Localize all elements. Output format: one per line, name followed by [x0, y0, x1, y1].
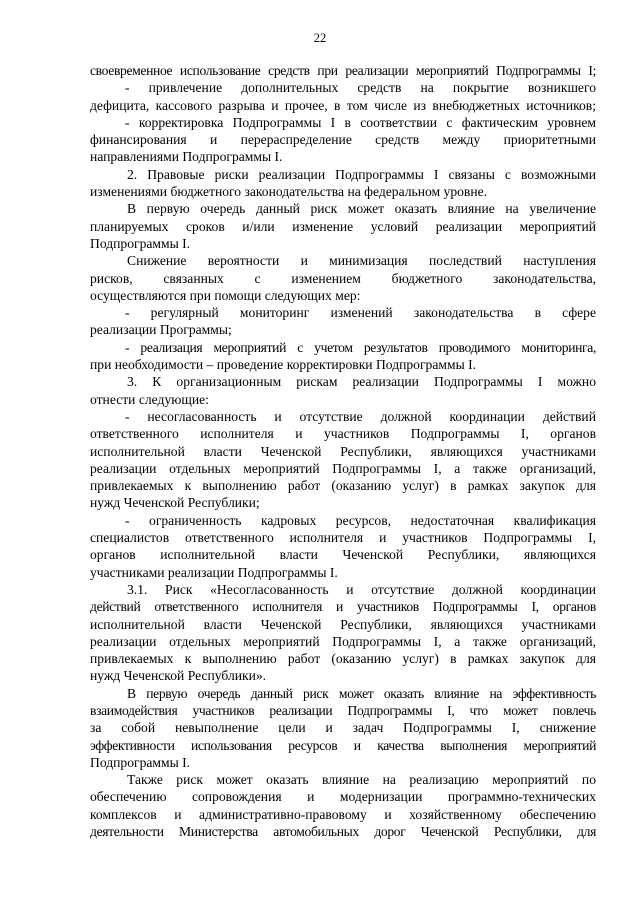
text-line: планируемых сроков и/или изменение условий реализации мероприятий — [90, 218, 596, 234]
document-body — [90, 62, 596, 840]
text-line: эффективности использования ресурсов и качества выполнения мероприятий — [90, 737, 596, 753]
text-line: направлениями Подпрограммы I. — [90, 149, 283, 165]
text-line: реализации Программы; — [90, 322, 232, 338]
text-line: действий ответственного исполнителя и участников Подпрограммы I, органов — [90, 599, 596, 615]
text-line: реализации отдельных мероприятий Подпрограммы I, а также организаций, — [90, 460, 596, 476]
text-line: - привлечение дополнительных средств на покрытие возникшего — [125, 80, 596, 96]
text-line: изменениями бюджетного законодательства на федеральном уровне. — [90, 184, 488, 200]
text-line: исполнительной власти Чеченской Республики, являющихся участниками — [90, 616, 596, 632]
text-line: - реализация мероприятий с учетом результатов проводимого мониторинга, — [125, 339, 596, 355]
text-line: при необходимости – проведение корректировки Подпрограммы I. — [90, 357, 477, 373]
text-line: - регулярный мониторинг изменений законодательства в сфере — [125, 305, 596, 321]
text-line: своевременное использование средств при реализации мероприятий Подпрограммы I; — [90, 63, 596, 78]
text-line: осуществляются при помощи следующих мер: — [90, 287, 361, 303]
text-line: Снижение вероятности и минимизация последствий наступления — [127, 253, 596, 269]
text-line: участниками реализации Подпрограммы I. — [90, 564, 338, 580]
text-line: исполнительной власти Чеченской Республики, являющихся участниками — [90, 443, 596, 459]
text-line: - ограниченность кадровых ресурсов, недостаточная квалификация — [125, 512, 596, 528]
text-line: рисков, связанных с изменением бюджетного законодательства, — [90, 270, 596, 286]
text-line: деятельности Министерства автомобильных дорог Чеченской Республики, для — [90, 824, 596, 840]
text-line: дефицита, кассового разрыва и прочее, в том числе из внебюджетных источников; — [90, 97, 596, 113]
text-line: нужд Чеченской Республики; — [90, 495, 260, 511]
text-line: реализации отдельных мероприятий Подпрограммы I, а также организаций, — [90, 633, 596, 649]
text-line: В первую очередь данный риск может оказать влияние на эффективность — [127, 685, 596, 701]
text-line: 3.1. Риск «Несогласованность и отсутствие должной координации — [127, 581, 596, 597]
text-line: - несогласованность и отсутствие должной координации действий — [125, 408, 596, 424]
text-line: за собой невыполнение цели и задач Подпрограммы I, снижение — [90, 720, 596, 736]
text-line: Также риск может оказать влияние на реализацию мероприятий по — [127, 772, 596, 788]
text-line: Подпрограммы I. — [90, 754, 191, 770]
text-line: ответственного исполнителя и участников Подпрограммы I, органов — [90, 426, 596, 442]
text-line: обеспечению сопровождения и модернизации программно-технических — [90, 789, 596, 805]
text-line: привлекаемых к выполнению работ (оказанию услуг) в рамках закупок для — [90, 651, 596, 667]
text-line: Подпрограммы I. — [90, 235, 191, 251]
page-number: 22 — [313, 31, 327, 45]
text-line: специалистов ответственного исполнителя и участников Подпрограммы I, — [90, 530, 596, 546]
text-line: органов исполнительной власти Чеченской Республики, являющихся — [90, 547, 596, 563]
text-line: финансирования и перераспределение средств между приоритетными — [90, 132, 596, 148]
text-line: 3. К организационным рискам реализации Подпрограммы I можно — [127, 374, 596, 390]
text-line: привлекаемых к выполнению работ (оказанию услуг) в рамках закупок для — [90, 478, 596, 494]
text-line: отнести следующие: — [90, 391, 209, 407]
text-line: - корректировка Подпрограммы I в соответствии с фактическим уровнем — [125, 114, 596, 130]
text-line: взаимодействия участников реализации Подпрограммы I, что может повлечь — [90, 702, 596, 718]
text-line: 2. Правовые риски реализации Подпрограммы I связаны с возможными — [127, 166, 596, 182]
text-line: нужд Чеченской Республики». — [90, 668, 267, 684]
text-line: В первую очередь данный риск может оказать влияние на увеличение — [127, 201, 596, 217]
text-line: комплексов и административно-правовому и хозяйственному обеспечению — [90, 806, 596, 822]
